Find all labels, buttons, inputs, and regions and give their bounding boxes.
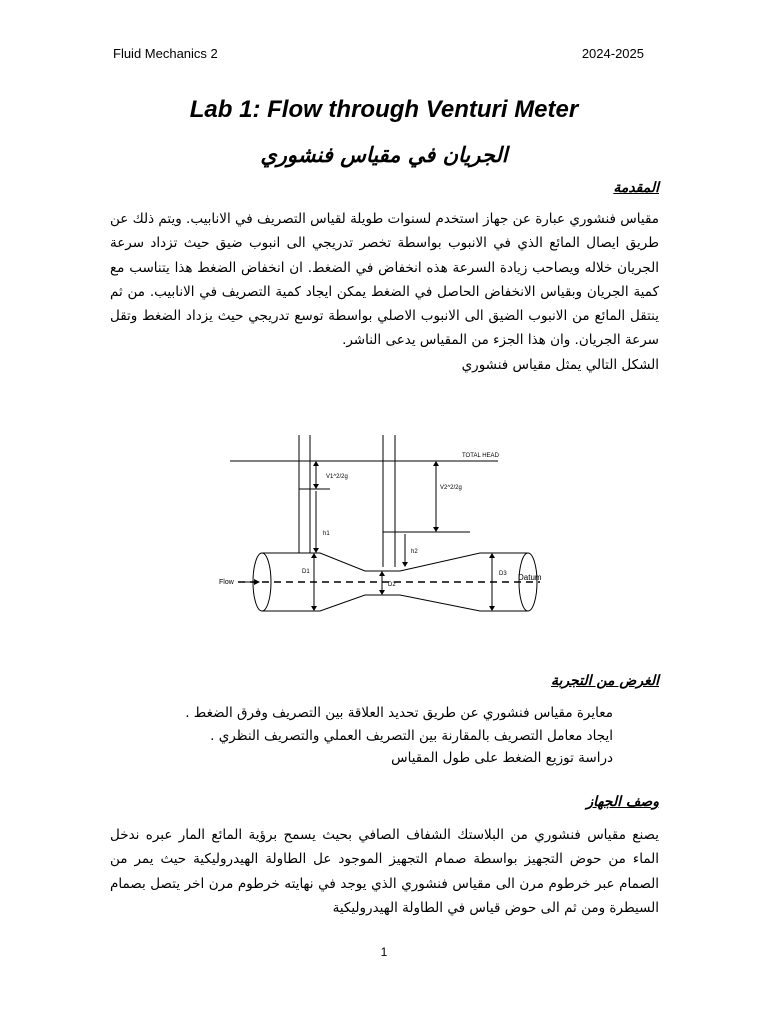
list-item: ايجاد معامل التصريف بالمقارنة بين التصريف العملي والتصريف النظري .	[210, 727, 613, 744]
intro-paragraph: مقياس فنشوري عبارة عن جهاز استخدم لسنوات طويلة لقياس التصريف في الانابيب. ويتم ذلك عن طريق ايصال المائع الذي في الانبوب بواسطة تخصر تدريجي الى انبوب ضيق حيث تزداد سرعة الجريان خلاله ويصاحب زيادة السرعة هذه انخفاض في الضغط. ان انخفاض الضغط هذا يتناسب مع كمية الجريان وبقياس الانخفاض الحاصل في الضغط يمكن ايجاد كمية التصريف في الانابيب. من ثم ينتقل المائع من الانبوب الضيق الى الانبوب الاصلي بواسطة توسع تدريجي حيث يزداد الضغط وتقل سرعة الجريان. وان هذا الجزء من المقياس يدعى الناشر.	[110, 211, 659, 349]
objective-list	[185, 702, 613, 770]
v2-head-label: V2^2/2g	[440, 485, 462, 491]
header-course: Fluid Mechanics 2	[113, 46, 218, 61]
arabic-title: الجريان في مقياس فنشوري	[260, 143, 508, 167]
header-year: 2024-2025	[581, 46, 644, 61]
intro-heading: المقدمة	[613, 180, 659, 196]
apparatus-paragraph: يصنع مقياس فنشوري من البلاستك الشفاف الصافي بحيث يسمح برؤية المائع المار عبره ندخل الماء من حوض التجهيز بواسطة صمام التجهيز الموجود عل الطاولة الهيدروليكية حيث يمر من الصمام عبر خرطوم مرن الى مقياس فنشوري الذي يوجد في نهايته خرطوم مرن اخر يتصل بصمام السيطرة ومن ثم الى حوض قياس في الطاولة الهيدروليكية	[110, 827, 659, 916]
h2-label: h2	[411, 549, 418, 555]
datum-label: Datum	[518, 573, 542, 582]
objective-heading: الغرض من التجربة	[550, 673, 659, 689]
page-number: 1	[380, 945, 388, 959]
page-title: Lab 1: Flow through Venturi Meter	[189, 96, 579, 123]
d3-label: D3	[499, 571, 507, 577]
apparatus-heading: وصف الجهاز	[586, 794, 659, 810]
d2-label: D2	[388, 582, 396, 588]
figure-caption: الشكل التالي يمثل مقياس فنشوري	[461, 357, 659, 373]
list-item: دراسة توزيع الضغط على طول المقياس	[391, 750, 613, 766]
h1-label: h1	[323, 531, 330, 537]
total-head-label: TOTAL HEAD	[462, 453, 499, 459]
list-item: معايرة مقياس فنشوري عن طريق تحديد العلاقة بين التصريف وفرق الضغط .	[185, 705, 613, 721]
venturi-diagram	[0, 425, 768, 655]
d1-label: D1	[302, 569, 310, 575]
v1-head-label: V1^2/2g	[326, 474, 348, 480]
flow-label: Flow	[219, 579, 234, 586]
